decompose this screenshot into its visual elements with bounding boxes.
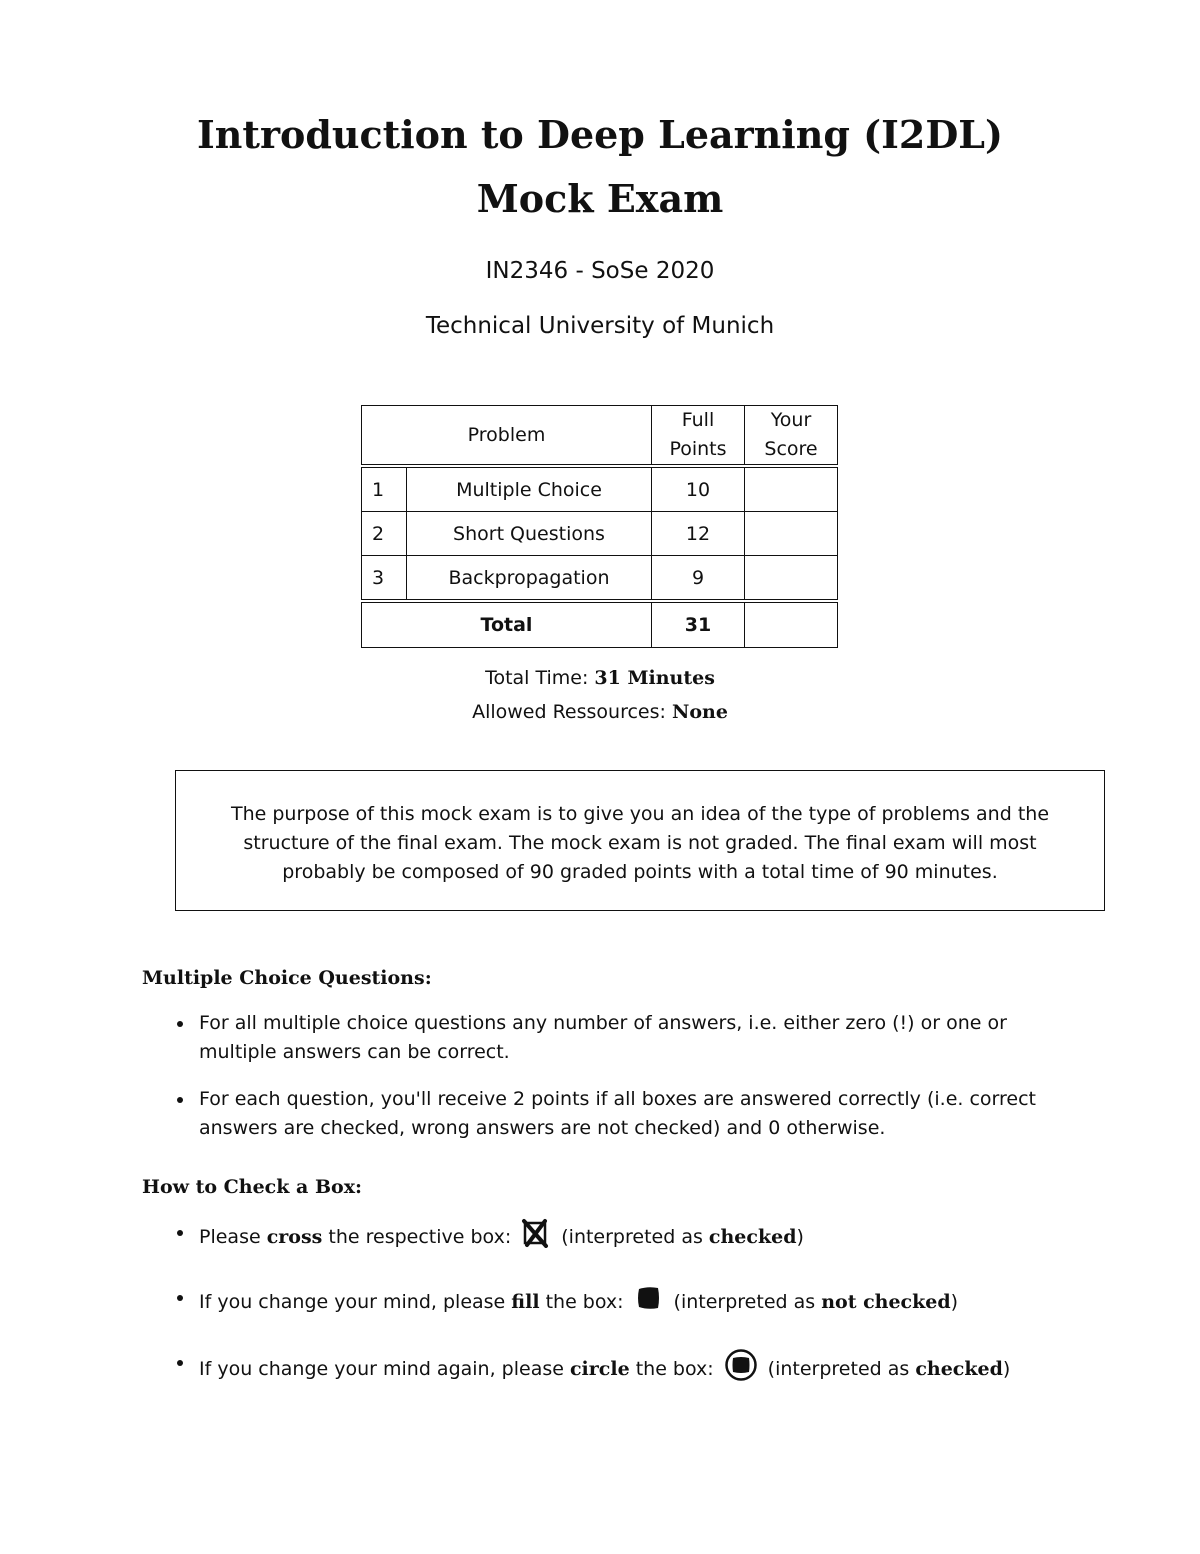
- check-result-post: ): [1002, 1358, 1011, 1380]
- problem-points: 9: [652, 556, 745, 602]
- check-result-bold: checked: [708, 1226, 797, 1248]
- check-instructions: [175, 1218, 1075, 1417]
- score-table: [361, 405, 838, 648]
- table-row: [362, 556, 838, 602]
- exam-title: Introduction to Deep Learning (I2DL): [197, 112, 1003, 157]
- check-result-pre: (interpreted as: [673, 1291, 822, 1313]
- check-text-bold: circle: [569, 1358, 630, 1380]
- check-result-pre: (interpreted as: [767, 1358, 916, 1380]
- problem-number: 2: [362, 512, 407, 556]
- header-score-label: Score: [764, 438, 818, 460]
- problem-points: 12: [652, 512, 745, 556]
- check-result-pre: (interpreted as: [561, 1226, 709, 1248]
- problem-score: [745, 512, 838, 556]
- check-text-bold: cross: [266, 1226, 323, 1248]
- header-points-label: Points: [669, 438, 727, 460]
- bullet-icon: [177, 1021, 183, 1027]
- problem-name: Short Questions: [407, 512, 652, 556]
- mc-instructions: [175, 1009, 1075, 1161]
- score-table-header: [362, 406, 838, 467]
- list-item: [175, 1283, 1075, 1322]
- list-item: [175, 1218, 1075, 1257]
- check-text-pre: If you change your mind, please: [199, 1291, 512, 1313]
- course-code: IN2346 - SoSe 2020: [485, 258, 715, 284]
- check-text-pre: Please: [199, 1226, 267, 1248]
- allowed-resources: [0, 701, 1200, 723]
- total-row: [362, 601, 838, 648]
- check-result-post: ): [950, 1291, 959, 1313]
- problem-score: [745, 556, 838, 602]
- exam-subtitle: Mock Exam: [476, 176, 724, 221]
- check-heading: How to Check a Box:: [142, 1176, 363, 1198]
- mc-bullet-text: For all multiple choice questions any number of answers, i.e. either zero (!) or one or multiple answers can be correct.: [199, 1012, 1007, 1063]
- total-time-label: Total Time:: [485, 667, 589, 689]
- problem-points: 10: [652, 466, 745, 512]
- total-score: [745, 601, 838, 648]
- check-text-bold: fill: [511, 1291, 540, 1313]
- header-your-score: [745, 406, 838, 467]
- total-time: [0, 667, 1200, 689]
- table-row: [362, 466, 838, 512]
- check-text-pre: If you change your mind again, please: [199, 1358, 570, 1380]
- bullet-icon: [177, 1097, 183, 1103]
- mc-bullet-text: For each question, you'll receive 2 points if all boxes are answered correctly (i.e. correct answers are checked, wrong answers are not checked) and 0 otherwise.: [199, 1088, 1036, 1139]
- total-label: Total: [362, 601, 652, 648]
- check-text-post: the respective box:: [322, 1226, 512, 1248]
- check-result-bold: checked: [915, 1358, 1003, 1380]
- purpose-note: The purpose of this mock exam is to give you an idea of the type of problems and the structure of the final exam. The mock exam is not graded. The final exam will most probably be composed of 90 graded points with a total time of 90 minutes.: [175, 770, 1105, 911]
- bullet-icon: [177, 1230, 183, 1236]
- list-item: [175, 1009, 1075, 1067]
- crossed-box-icon: [521, 1218, 551, 1257]
- check-result-post: ): [796, 1226, 804, 1248]
- list-item: [175, 1085, 1075, 1143]
- problem-number: 1: [362, 466, 407, 512]
- problem-name: Multiple Choice: [407, 466, 652, 512]
- header-full-label: Full: [681, 409, 715, 431]
- allowed-resources-value: None: [671, 701, 728, 723]
- university-name: Technical University of Munich: [425, 313, 775, 339]
- list-item: [175, 1348, 1075, 1391]
- table-row: [362, 512, 838, 556]
- problem-name: Backpropagation: [407, 556, 652, 602]
- check-text-post: the box:: [539, 1291, 624, 1313]
- header-your-label: Your: [770, 409, 812, 431]
- check-result-bold: not checked: [821, 1291, 951, 1313]
- bullet-icon: [177, 1360, 183, 1366]
- bullet-icon: [177, 1295, 183, 1301]
- mc-heading: Multiple Choice Questions:: [142, 967, 432, 989]
- header-full-points: [652, 406, 745, 467]
- total-points: 31: [652, 601, 745, 648]
- allowed-resources-label: Allowed Ressources:: [472, 701, 666, 723]
- problem-number: 3: [362, 556, 407, 602]
- filled-box-icon: [634, 1283, 664, 1322]
- problem-score: [745, 466, 838, 512]
- check-text-post: the box:: [629, 1358, 714, 1380]
- circled-box-icon: [724, 1348, 758, 1391]
- total-time-value: 31 Minutes: [594, 667, 715, 689]
- header-problem: Problem: [362, 406, 652, 467]
